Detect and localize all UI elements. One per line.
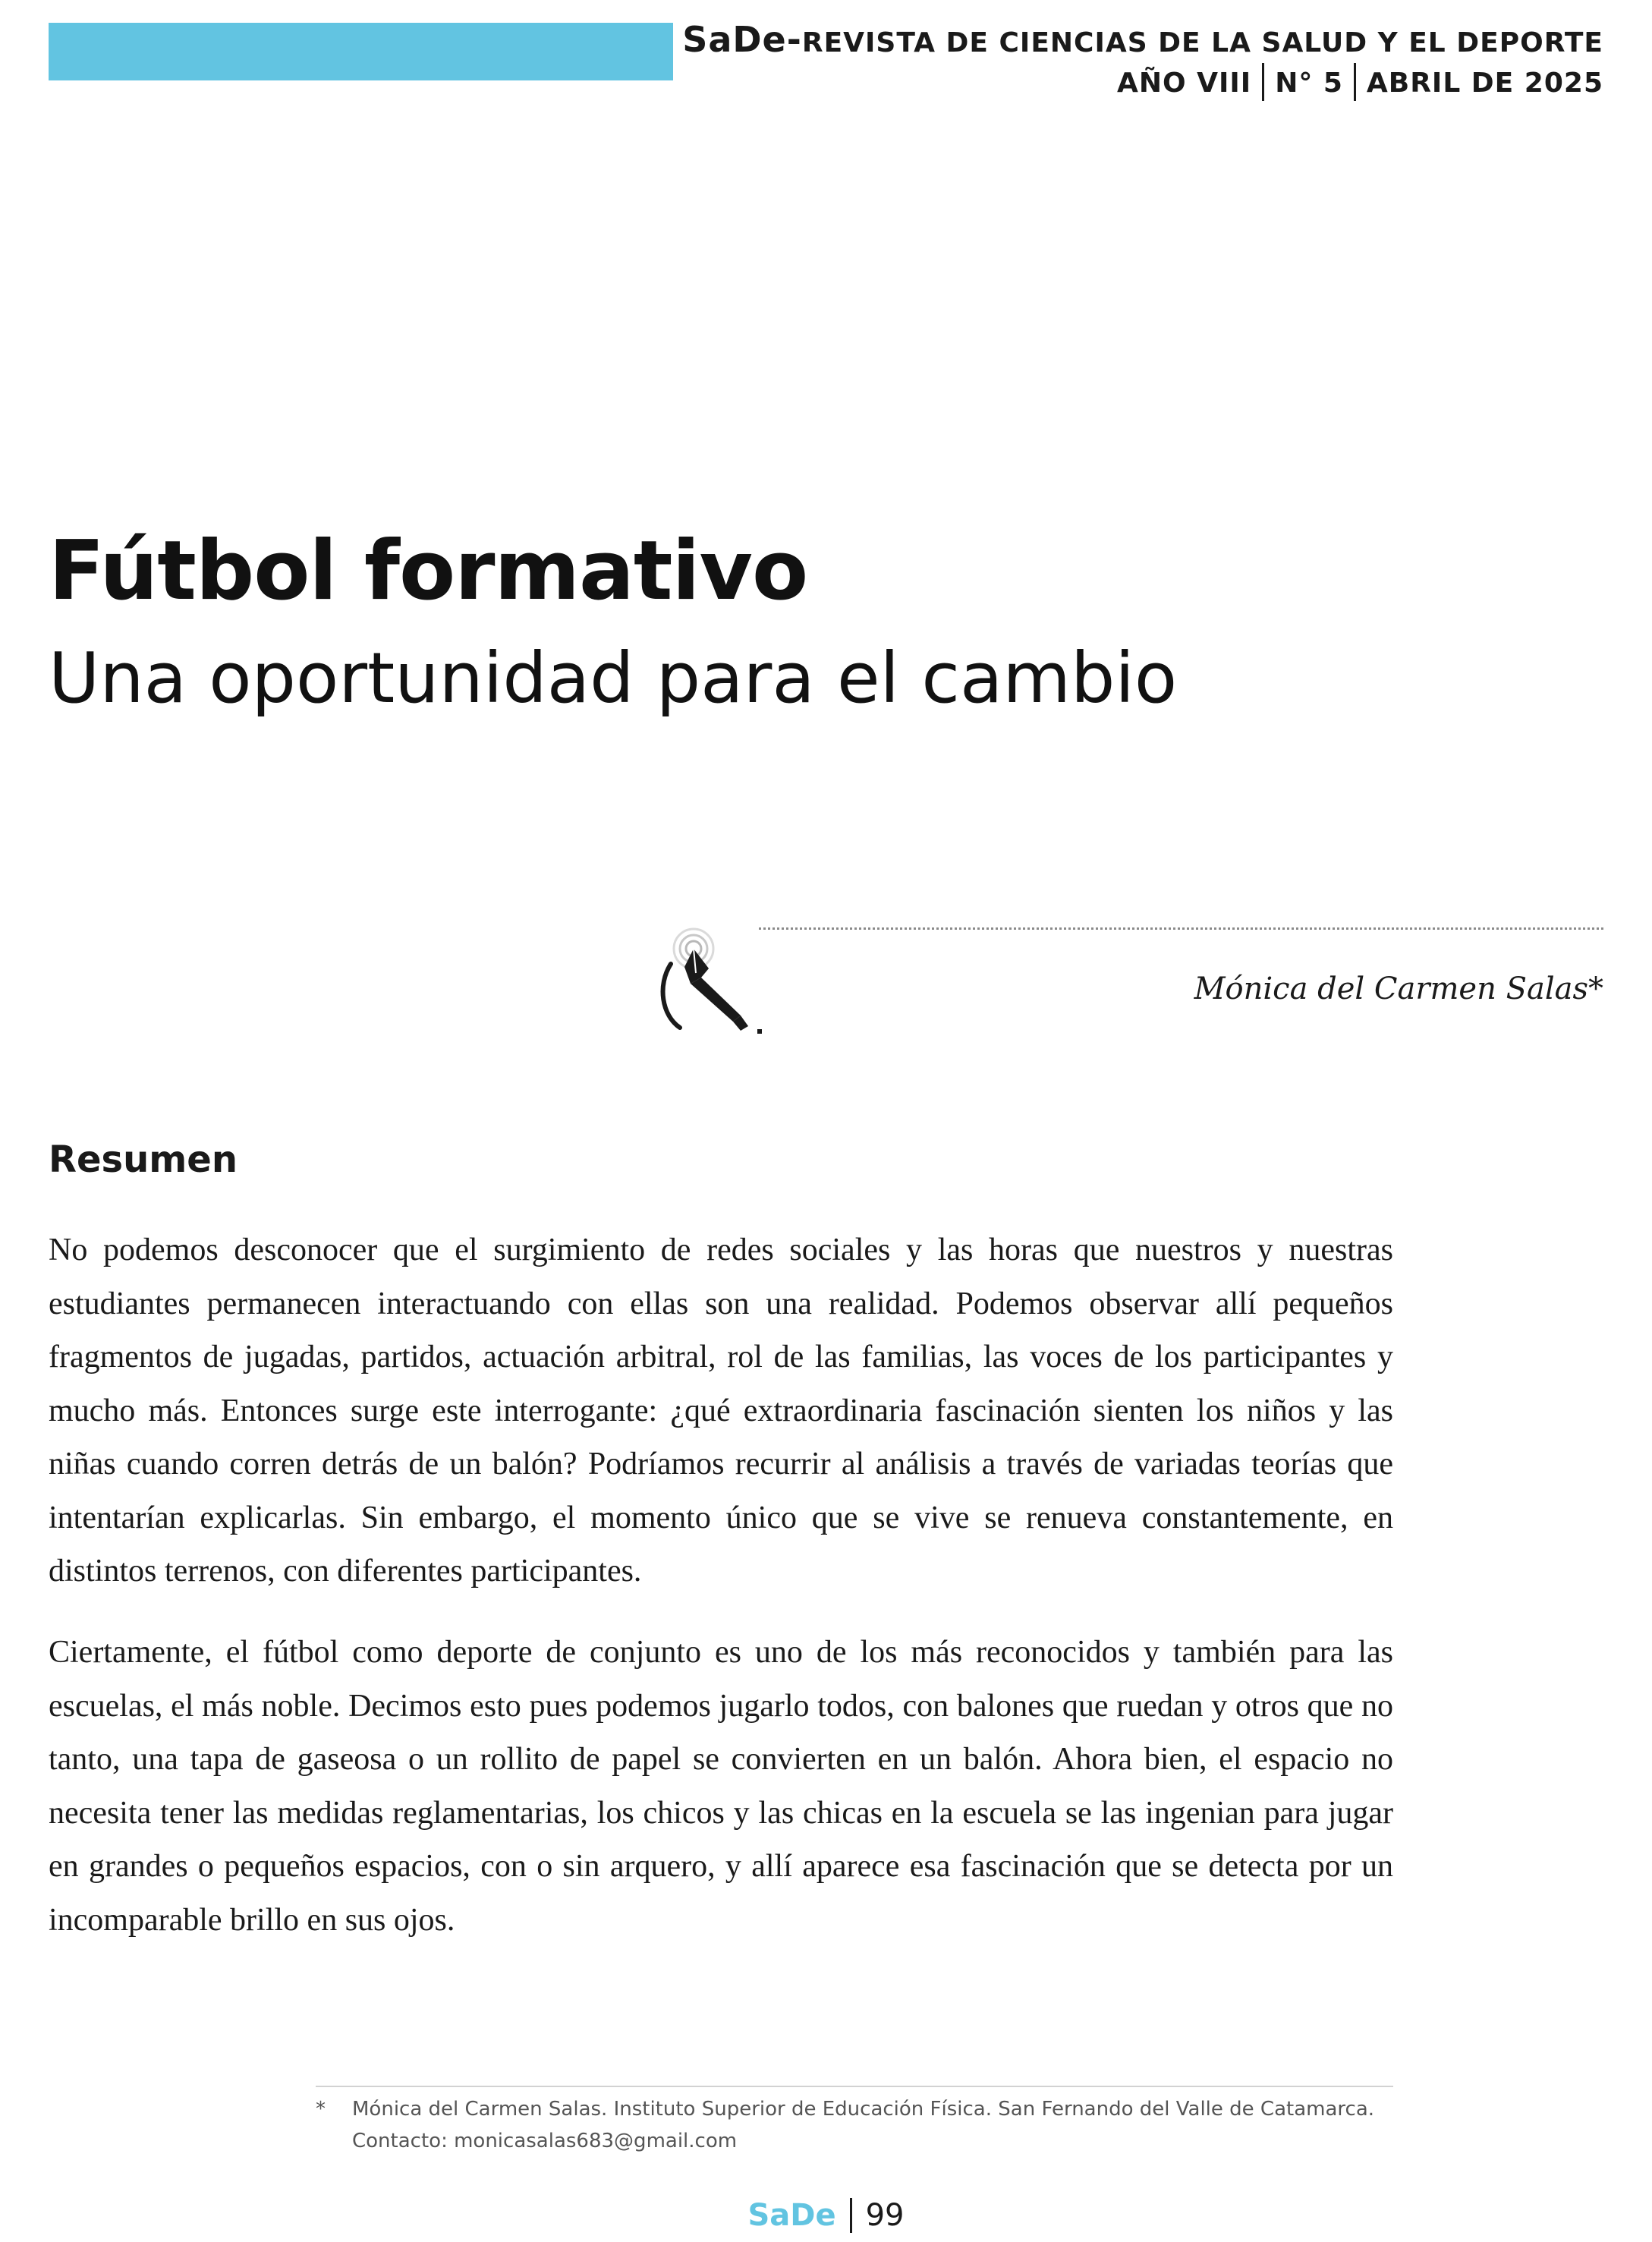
footer-divider <box>850 2198 852 2233</box>
journal-name: REVISTA DE CIENCIAS DE LA SALUD Y EL DEPORTE <box>801 27 1603 58</box>
journal-header <box>682 20 1603 103</box>
author-divider <box>759 927 1603 930</box>
article-subtitle: Una oportunidad para el cambio <box>49 638 1178 719</box>
page-footer <box>0 2195 1652 2236</box>
footnote-divider <box>316 2086 1393 2087</box>
fountain-pen-icon <box>654 927 773 1046</box>
header-divider <box>1354 63 1356 101</box>
header-accent-bar <box>49 23 673 80</box>
footnote-affiliation: Mónica del Carmen Salas. Instituto Superior de Educación Física. San Fernando del Valle de Catamarca. <box>352 2098 1375 2121</box>
journal-issue: N° 5 <box>1275 68 1343 99</box>
abstract-paragraph: Ciertamente, el fútbol como deporte de conjunto es uno de los más reconocidos y también para las escuelas, el más noble. Decimos esto pues podemos jugarlo todos, con balones que ruedan y otros que no tanto, una tapa de gaseosa o un rollito de papel se convierten en un balón. Ahora bien, el espacio no necesita tener las medidas reglamentarias, los chicos y las chicas en la escuela se las ingenian para jugar en grandes o pequeños espacios, con o sin arquero, y allí aparece esa fascinación que se detecta por un incomparable brillo en sus ojos. <box>49 1635 1393 1938</box>
journal-brand: SaDe- <box>682 19 802 60</box>
header-divider <box>1262 63 1264 101</box>
footnote-contact: Contacto: monicasalas683@gmail.com <box>352 2130 738 2152</box>
footnote <box>316 2093 1393 2157</box>
journal-title-line <box>682 20 1603 63</box>
journal-issue-line <box>682 63 1603 103</box>
journal-date: ABRIL DE 2025 <box>1366 68 1603 99</box>
page-number: 99 <box>865 2198 905 2233</box>
abstract-heading: Resumen <box>49 1138 238 1181</box>
article-title: Fútbol formativo <box>49 524 808 619</box>
footnote-marker: * <box>316 2098 326 2121</box>
abstract-paragraph: No podemos desconocer que el surgimiento de redes sociales y las horas que nuestros y nuestras estudiantes permanecen interactuando con ellas son una realidad. Podemos observar allí pequeños fragmentos de jugadas, partidos, actuación arbitral, rol de las familias, las voces de los participantes y mucho más. Entonces surge este interrogante: ¿qué extraordinaria fascinación sienten los niños y las niñas cuando corren detrás de un balón? Podríamos recurrir al análisis a través de variadas teorías que intentarían explicarlas. Sin embargo, el momento único que se vive se renueva constantemente, en distintos terrenos, con diferentes participantes. <box>49 1233 1393 1589</box>
journal-year: AÑO VIII <box>1117 68 1252 99</box>
footer-brand: SaDe <box>747 2198 836 2233</box>
article-author: Mónica del Carmen Salas* <box>1194 971 1603 1006</box>
